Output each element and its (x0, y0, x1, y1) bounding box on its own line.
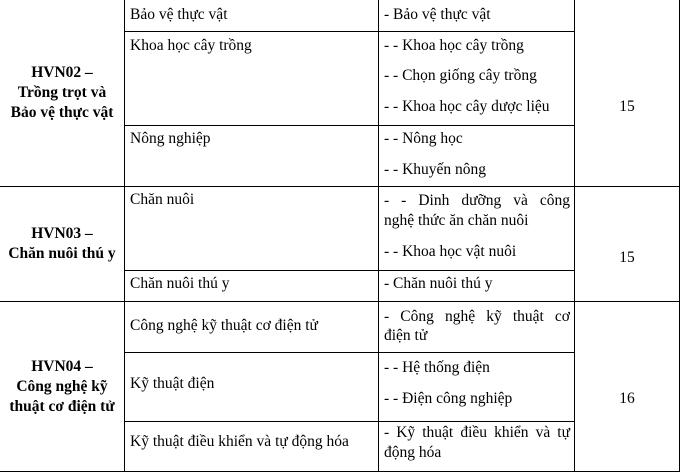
program-name: Kỹ thuật điều khiển và tự động hóa (130, 433, 349, 450)
major-item: - - Dinh dưỡng và công (384, 192, 570, 209)
major-item-continued: nghệ thức ăn chăn nuôi (384, 212, 529, 229)
major-item-continued: động hóa (384, 444, 442, 461)
major-item: - - Hệ thống điện (384, 359, 490, 376)
column-divider (124, 0, 125, 472)
group-count: 15 (619, 249, 635, 266)
major-item: - - Khoa học vật nuôi (384, 243, 517, 260)
major-item: - Công nghệ kỹ thuật cơ (384, 308, 570, 325)
group-title-hvn03: HVN03 – Chăn nuôi thú y (8, 225, 116, 262)
row-divider (124, 125, 574, 126)
major-item: - Kỹ thuật điều khiển và tự (384, 424, 570, 441)
program-name: Chăn nuôi (130, 191, 195, 208)
major-item: - - Khoa học cây trồng (384, 37, 524, 54)
group-title-hvn04: HVN04 – Công nghệ kỹ thuật cơ điện tử (9, 358, 115, 415)
major-item: - - Chọn giống cây trồng (384, 67, 537, 84)
row-divider (124, 270, 574, 271)
major-item-continued: điện tử (384, 327, 428, 344)
program-name: Nông nghiệp (130, 130, 211, 147)
major-item: - - Điện công nghiệp (384, 390, 513, 407)
program-name: Khoa học cây trồng (130, 37, 252, 54)
row-divider (124, 352, 574, 353)
major-item: - - Khoa học cây dược liệu (384, 98, 550, 115)
column-divider (378, 0, 379, 472)
program-name: Kỹ thuật điện (130, 375, 215, 392)
program-name: Bảo vệ thực vật (130, 6, 228, 23)
major-item: - - Khuyến nông (384, 161, 487, 178)
major-item: - Chăn nuôi thú y (384, 275, 493, 292)
major-item: - Bảo vệ thực vật (384, 6, 491, 23)
program-name: Chăn nuôi thú y (130, 275, 230, 292)
group-title-hvn02: HVN02 – Trồng trọt và Bảo vệ thực vật (10, 64, 114, 121)
program-name: Công nghệ kỹ thuật cơ điện tử (130, 317, 318, 334)
row-divider (124, 421, 574, 422)
major-item: - - Nông học (384, 130, 463, 147)
row-divider (124, 31, 574, 32)
group-count: 15 (619, 98, 635, 115)
group-count: 16 (619, 390, 635, 407)
